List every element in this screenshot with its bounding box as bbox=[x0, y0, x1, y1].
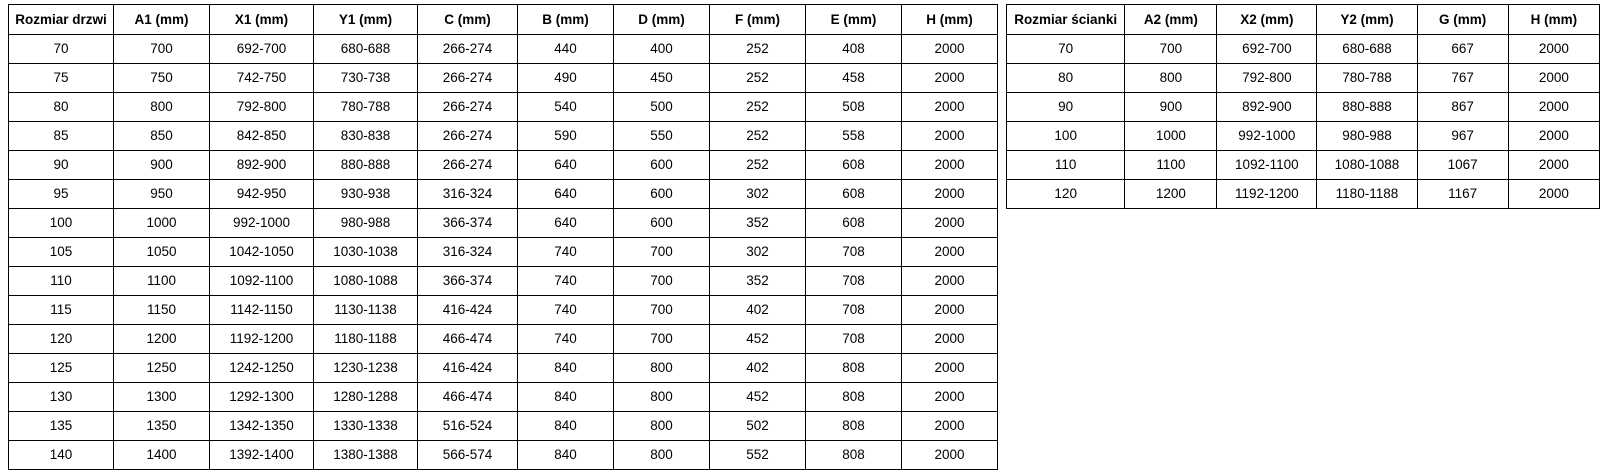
cell: 1292-1300 bbox=[210, 383, 314, 412]
table-row bbox=[9, 64, 998, 93]
cell: 302 bbox=[710, 180, 806, 209]
cell: 590 bbox=[518, 122, 614, 151]
cell: 700 bbox=[614, 296, 710, 325]
cell: 75 bbox=[9, 64, 114, 93]
cell: 800 bbox=[1125, 64, 1217, 93]
table-header-row bbox=[1007, 5, 1600, 35]
table-row bbox=[9, 209, 998, 238]
cell: 252 bbox=[710, 64, 806, 93]
cell: 2000 bbox=[902, 180, 998, 209]
cell: 1067 bbox=[1417, 151, 1508, 180]
cell: 608 bbox=[806, 180, 902, 209]
cell: 70 bbox=[9, 35, 114, 64]
cell: 980-988 bbox=[1317, 122, 1417, 151]
cell: 692-700 bbox=[210, 35, 314, 64]
cell: 100 bbox=[1007, 122, 1125, 151]
cell: 302 bbox=[710, 238, 806, 267]
cell: 252 bbox=[710, 35, 806, 64]
cell: 2000 bbox=[1508, 93, 1599, 122]
cell: 900 bbox=[114, 151, 210, 180]
column-header-g: G (mm) bbox=[1417, 5, 1508, 35]
wall-size-table bbox=[1006, 4, 1600, 209]
column-header-a2: A2 (mm) bbox=[1125, 5, 1217, 35]
cell: 740 bbox=[518, 325, 614, 354]
cell: 1030-1038 bbox=[314, 238, 418, 267]
cell: 140 bbox=[9, 441, 114, 470]
cell: 992-1000 bbox=[210, 209, 314, 238]
cell: 416-424 bbox=[418, 296, 518, 325]
cell: 840 bbox=[518, 383, 614, 412]
cell: 2000 bbox=[902, 151, 998, 180]
cell: 600 bbox=[614, 209, 710, 238]
cell: 1080-1088 bbox=[1317, 151, 1417, 180]
cell: 840 bbox=[518, 441, 614, 470]
cell: 352 bbox=[710, 267, 806, 296]
cell: 1392-1400 bbox=[210, 441, 314, 470]
column-header-h: H (mm) bbox=[1508, 5, 1599, 35]
cell: 80 bbox=[9, 93, 114, 122]
cell: 608 bbox=[806, 151, 902, 180]
cell: 1050 bbox=[114, 238, 210, 267]
wall-size-table-container bbox=[1006, 4, 1600, 209]
cell: 70 bbox=[1007, 35, 1125, 64]
cell: 110 bbox=[9, 267, 114, 296]
cell: 316-324 bbox=[418, 180, 518, 209]
cell: 950 bbox=[114, 180, 210, 209]
cell: 600 bbox=[614, 180, 710, 209]
cell: 352 bbox=[710, 209, 806, 238]
column-header-x1: X1 (mm) bbox=[210, 5, 314, 35]
column-header-d: D (mm) bbox=[614, 5, 710, 35]
cell: 640 bbox=[518, 151, 614, 180]
cell: 892-900 bbox=[1217, 93, 1317, 122]
table-row bbox=[9, 325, 998, 354]
cell: 458 bbox=[806, 64, 902, 93]
cell: 680-688 bbox=[1317, 35, 1417, 64]
cell: 120 bbox=[9, 325, 114, 354]
cell: 780-788 bbox=[1317, 64, 1417, 93]
cell: 667 bbox=[1417, 35, 1508, 64]
cell: 750 bbox=[114, 64, 210, 93]
table-row bbox=[9, 354, 998, 383]
cell: 800 bbox=[614, 412, 710, 441]
cell: 992-1000 bbox=[1217, 122, 1317, 151]
cell: 2000 bbox=[902, 209, 998, 238]
cell: 2000 bbox=[1508, 35, 1599, 64]
cell: 2000 bbox=[902, 354, 998, 383]
cell: 80 bbox=[1007, 64, 1125, 93]
cell: 2000 bbox=[902, 93, 998, 122]
cell: 1150 bbox=[114, 296, 210, 325]
cell: 466-474 bbox=[418, 325, 518, 354]
cell: 1142-1150 bbox=[210, 296, 314, 325]
cell: 700 bbox=[614, 238, 710, 267]
cell: 808 bbox=[806, 412, 902, 441]
cell: 1130-1138 bbox=[314, 296, 418, 325]
cell: 640 bbox=[518, 209, 614, 238]
column-header-f: F (mm) bbox=[710, 5, 806, 35]
cell: 967 bbox=[1417, 122, 1508, 151]
column-header-a1: A1 (mm) bbox=[114, 5, 210, 35]
cell: 1300 bbox=[114, 383, 210, 412]
cell: 780-788 bbox=[314, 93, 418, 122]
cell: 740 bbox=[518, 296, 614, 325]
table-row bbox=[9, 122, 998, 151]
column-header-e: E (mm) bbox=[806, 5, 902, 35]
table-row bbox=[9, 383, 998, 412]
cell: 867 bbox=[1417, 93, 1508, 122]
cell: 1192-1200 bbox=[1217, 180, 1317, 209]
cell: 1180-1188 bbox=[314, 325, 418, 354]
cell: 808 bbox=[806, 354, 902, 383]
cell: 700 bbox=[614, 325, 710, 354]
cell: 840 bbox=[518, 354, 614, 383]
cell: 800 bbox=[614, 441, 710, 470]
cell: 2000 bbox=[1508, 122, 1599, 151]
cell: 95 bbox=[9, 180, 114, 209]
cell: 450 bbox=[614, 64, 710, 93]
cell: 1342-1350 bbox=[210, 412, 314, 441]
table-row bbox=[9, 441, 998, 470]
cell: 1100 bbox=[114, 267, 210, 296]
table-row bbox=[1007, 35, 1600, 64]
table-row bbox=[9, 267, 998, 296]
cell: 1400 bbox=[114, 441, 210, 470]
cell: 2000 bbox=[1508, 64, 1599, 93]
cell: 1167 bbox=[1417, 180, 1508, 209]
cell: 1192-1200 bbox=[210, 325, 314, 354]
cell: 316-324 bbox=[418, 238, 518, 267]
cell: 2000 bbox=[902, 441, 998, 470]
cell: 692-700 bbox=[1217, 35, 1317, 64]
column-header-h: H (mm) bbox=[902, 5, 998, 35]
cell: 1230-1238 bbox=[314, 354, 418, 383]
cell: 740 bbox=[518, 267, 614, 296]
cell: 2000 bbox=[902, 267, 998, 296]
table-row bbox=[9, 93, 998, 122]
cell: 800 bbox=[614, 383, 710, 412]
cell: 1042-1050 bbox=[210, 238, 314, 267]
cell: 558 bbox=[806, 122, 902, 151]
cell: 1350 bbox=[114, 412, 210, 441]
cell: 2000 bbox=[1508, 180, 1599, 209]
cell: 2000 bbox=[902, 238, 998, 267]
cell: 466-474 bbox=[418, 383, 518, 412]
table-header-row bbox=[9, 5, 998, 35]
cell: 130 bbox=[9, 383, 114, 412]
table-row bbox=[1007, 93, 1600, 122]
cell: 402 bbox=[710, 354, 806, 383]
cell: 135 bbox=[9, 412, 114, 441]
cell: 730-738 bbox=[314, 64, 418, 93]
cell: 552 bbox=[710, 441, 806, 470]
cell: 1330-1338 bbox=[314, 412, 418, 441]
cell: 252 bbox=[710, 122, 806, 151]
table-row bbox=[9, 238, 998, 267]
door-size-table-container bbox=[8, 4, 998, 470]
cell: 1080-1088 bbox=[314, 267, 418, 296]
cell: 1200 bbox=[1125, 180, 1217, 209]
cell: 550 bbox=[614, 122, 710, 151]
column-header-y2: Y2 (mm) bbox=[1317, 5, 1417, 35]
cell: 830-838 bbox=[314, 122, 418, 151]
cell: 808 bbox=[806, 441, 902, 470]
cell: 516-524 bbox=[418, 412, 518, 441]
cell: 900 bbox=[1125, 93, 1217, 122]
cell: 90 bbox=[1007, 93, 1125, 122]
cell: 930-938 bbox=[314, 180, 418, 209]
cell: 1100 bbox=[1125, 151, 1217, 180]
column-header-x2: X2 (mm) bbox=[1217, 5, 1317, 35]
cell: 880-888 bbox=[1317, 93, 1417, 122]
table-row bbox=[1007, 180, 1600, 209]
cell: 708 bbox=[806, 296, 902, 325]
table-row bbox=[9, 35, 998, 64]
table-row bbox=[9, 412, 998, 441]
cell: 892-900 bbox=[210, 151, 314, 180]
cell: 400 bbox=[614, 35, 710, 64]
cell: 252 bbox=[710, 151, 806, 180]
cell: 402 bbox=[710, 296, 806, 325]
table-row bbox=[1007, 64, 1600, 93]
cell: 266-274 bbox=[418, 35, 518, 64]
cell: 1200 bbox=[114, 325, 210, 354]
cell: 90 bbox=[9, 151, 114, 180]
column-header-y1: Y1 (mm) bbox=[314, 5, 418, 35]
cell: 105 bbox=[9, 238, 114, 267]
cell: 2000 bbox=[902, 296, 998, 325]
cell: 452 bbox=[710, 383, 806, 412]
cell: 2000 bbox=[902, 383, 998, 412]
cell: 740 bbox=[518, 238, 614, 267]
cell: 700 bbox=[114, 35, 210, 64]
cell: 708 bbox=[806, 267, 902, 296]
cell: 708 bbox=[806, 325, 902, 354]
cell: 1380-1388 bbox=[314, 441, 418, 470]
cell: 125 bbox=[9, 354, 114, 383]
cell: 2000 bbox=[1508, 151, 1599, 180]
cell: 2000 bbox=[902, 64, 998, 93]
cell: 800 bbox=[114, 93, 210, 122]
cell: 1242-1250 bbox=[210, 354, 314, 383]
cell: 100 bbox=[9, 209, 114, 238]
table-row bbox=[1007, 151, 1600, 180]
cell: 980-988 bbox=[314, 209, 418, 238]
cell: 366-374 bbox=[418, 267, 518, 296]
cell: 452 bbox=[710, 325, 806, 354]
cell: 252 bbox=[710, 93, 806, 122]
cell: 115 bbox=[9, 296, 114, 325]
cell: 800 bbox=[614, 354, 710, 383]
cell: 808 bbox=[806, 383, 902, 412]
column-header-c: C (mm) bbox=[418, 5, 518, 35]
cell: 708 bbox=[806, 238, 902, 267]
cell: 120 bbox=[1007, 180, 1125, 209]
cell: 850 bbox=[114, 122, 210, 151]
cell: 600 bbox=[614, 151, 710, 180]
table-row bbox=[9, 296, 998, 325]
cell: 842-850 bbox=[210, 122, 314, 151]
cell: 942-950 bbox=[210, 180, 314, 209]
cell: 416-424 bbox=[418, 354, 518, 383]
cell: 2000 bbox=[902, 412, 998, 441]
cell: 1280-1288 bbox=[314, 383, 418, 412]
cell: 608 bbox=[806, 209, 902, 238]
cell: 1092-1100 bbox=[1217, 151, 1317, 180]
cell: 266-274 bbox=[418, 151, 518, 180]
cell: 880-888 bbox=[314, 151, 418, 180]
cell: 110 bbox=[1007, 151, 1125, 180]
cell: 540 bbox=[518, 93, 614, 122]
cell: 566-574 bbox=[418, 441, 518, 470]
cell: 700 bbox=[614, 267, 710, 296]
cell: 1180-1188 bbox=[1317, 180, 1417, 209]
cell: 266-274 bbox=[418, 93, 518, 122]
cell: 502 bbox=[710, 412, 806, 441]
cell: 408 bbox=[806, 35, 902, 64]
cell: 792-800 bbox=[210, 93, 314, 122]
cell: 266-274 bbox=[418, 64, 518, 93]
cell: 1092-1100 bbox=[210, 267, 314, 296]
table-row bbox=[9, 151, 998, 180]
cell: 440 bbox=[518, 35, 614, 64]
cell: 508 bbox=[806, 93, 902, 122]
column-header-b: B (mm) bbox=[518, 5, 614, 35]
cell: 2000 bbox=[902, 122, 998, 151]
table-row bbox=[9, 180, 998, 209]
column-header-wall-size: Rozmiar ścianki bbox=[1007, 5, 1125, 35]
cell: 1250 bbox=[114, 354, 210, 383]
cell: 640 bbox=[518, 180, 614, 209]
cell: 366-374 bbox=[418, 209, 518, 238]
column-header-door-size: Rozmiar drzwi bbox=[9, 5, 114, 35]
table-row bbox=[1007, 122, 1600, 151]
cell: 500 bbox=[614, 93, 710, 122]
door-size-table bbox=[8, 4, 998, 470]
cell: 767 bbox=[1417, 64, 1508, 93]
cell: 2000 bbox=[902, 325, 998, 354]
cell: 742-750 bbox=[210, 64, 314, 93]
cell: 700 bbox=[1125, 35, 1217, 64]
cell: 2000 bbox=[902, 35, 998, 64]
cell: 85 bbox=[9, 122, 114, 151]
cell: 840 bbox=[518, 412, 614, 441]
cell: 1000 bbox=[114, 209, 210, 238]
cell: 490 bbox=[518, 64, 614, 93]
cell: 1000 bbox=[1125, 122, 1217, 151]
cell: 792-800 bbox=[1217, 64, 1317, 93]
cell: 266-274 bbox=[418, 122, 518, 151]
cell: 680-688 bbox=[314, 35, 418, 64]
